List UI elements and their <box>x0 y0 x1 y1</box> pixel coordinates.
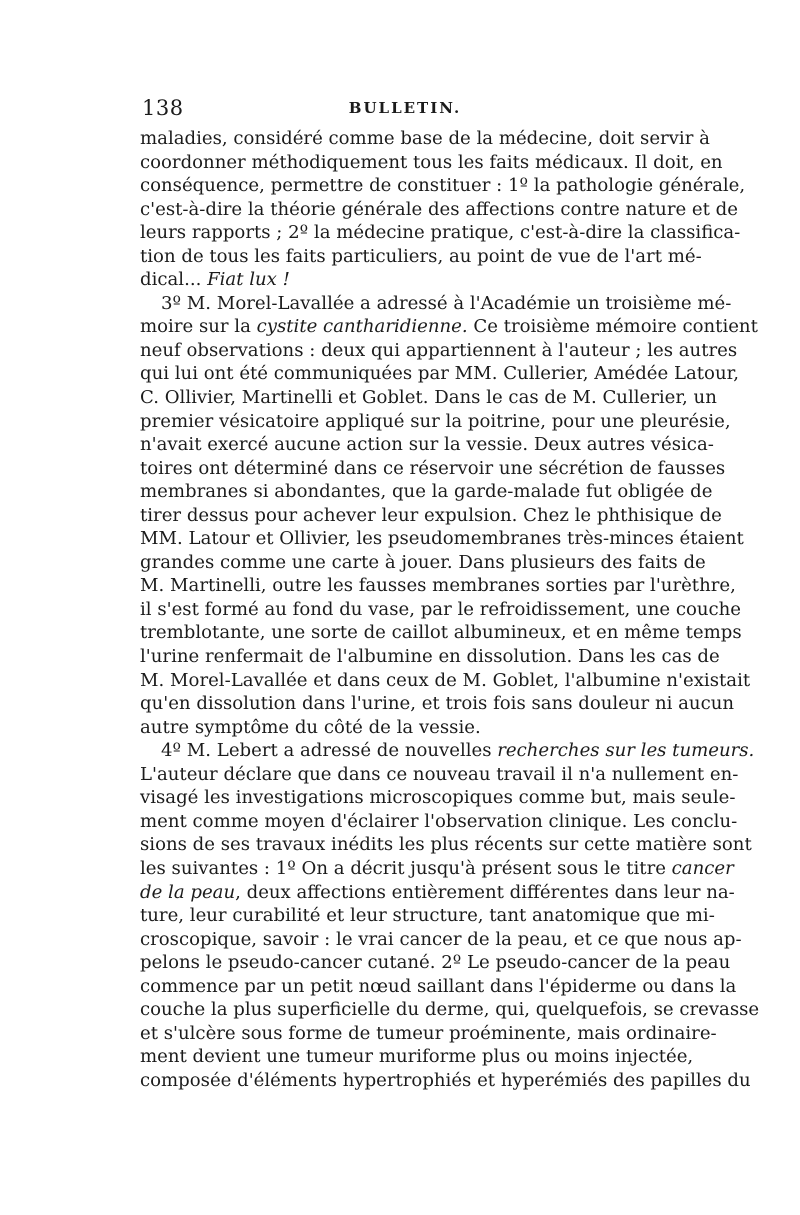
text-line: ture, leur curabilité et leur structure, tant anatomique que mi- <box>140 905 715 927</box>
text-line <box>140 857 734 881</box>
page-header <box>142 96 668 124</box>
text-line: autre symptôme du côté de la vessie. <box>140 716 481 738</box>
italic-phrase: de la peau <box>140 881 236 903</box>
text-line: M. Martinelli, outre les fausses membranes sorties par l'urèthre, <box>140 575 736 597</box>
text-line: l'urine renfermait de l'albumine en dissolution. Dans les cas de <box>140 646 720 668</box>
text-line: conséquence, permettre de constituer : 1º la pathologie générale, <box>140 175 746 197</box>
text-line: tirer dessus pour achever leur expulsion. Chez le phthisique de <box>140 504 722 526</box>
text-line: membranes si abondantes, que la garde-malade fut obligée de <box>140 481 713 503</box>
text-line: il s'est formé au fond du vase, par le refroidissement, une couche <box>140 598 741 620</box>
text-line: et s'ulcère sous forme de tumeur proéminente, mais ordinaire- <box>140 1022 717 1044</box>
text-line <box>140 881 735 905</box>
text-fragment: moire sur la <box>140 316 257 338</box>
text-line: leurs rapports ; 2º la médecine pratique, c'est-à-dire la classifica- <box>140 222 741 244</box>
page-body <box>140 127 760 1092</box>
text-line: ment devient une tumeur muriforme plus ou moins injectée, <box>140 1046 694 1068</box>
paragraph-3 <box>140 739 760 1092</box>
text-line: M. Morel-Lavallée et dans ceux de M. Goblet, l'albumine n'existait <box>140 669 751 691</box>
text-line: grandes comme une carte à jouer. Dans plusieurs des faits de <box>140 551 706 573</box>
text-line: premier vésicatoire appliqué sur la poitrine, pour une pleurésie, <box>140 410 731 432</box>
text-line <box>140 268 668 292</box>
text-line: qui lui ont été communiquées par MM. Cullerier, Amédée Latour, <box>140 363 740 385</box>
text-line: commence par un petit nœud saillant dans l'épiderme ou dans la <box>140 975 737 997</box>
text-line: c'est-à-dire la théorie générale des affections contre nature et de <box>140 198 738 220</box>
text-fragment: dical... <box>140 269 208 291</box>
text-line: MM. Latour et Ollivier, les pseudomembranes très-minces étaient <box>140 528 744 550</box>
italic-phrase: cancer <box>671 857 734 879</box>
text-fragment: , deux affections entièrement différentes dans leur na- <box>235 881 735 903</box>
text-line: maladies, considéré comme base de la médecine, doit servir à <box>140 128 710 149</box>
text-line: toires ont déterminé dans ce réservoir une sécrétion de fausses <box>140 457 726 479</box>
text-line: tion de tous les faits particuliers, au point de vue de l'art mé- <box>140 245 702 267</box>
text-line: qu'en dissolution dans l'urine, et trois fois sans douleur ni aucun <box>140 693 735 715</box>
text-fragment: Ce troisième mémoire contient <box>467 316 758 338</box>
italic-phrase: Fiat lux ! <box>207 269 290 291</box>
text-line: L'auteur déclare que dans ce nouveau travail il n'a nullement en- <box>140 763 739 785</box>
text-line: visagé les investigations microscopiques comme but, mais seule- <box>140 787 736 809</box>
text-line: neuf observations : deux qui appartiennent à l'auteur ; les autres <box>140 339 738 361</box>
italic-phrase: cystite cantharidienne. <box>256 316 468 338</box>
text-line: pelons le pseudo-cancer cutané. 2º Le pseudo-cancer de la peau <box>140 952 731 974</box>
text-line: coordonner méthodiquement tous les faits médicaux. Il doit, en <box>140 151 723 173</box>
text-fragment: 4º M. Lebert a adressé de nouvelles <box>161 740 498 762</box>
italic-phrase: recherches sur les tumeurs. <box>497 740 755 762</box>
text-line: 3º M. Morel-Lavallée a adressé à l'Académie un troisième mé- <box>161 292 732 314</box>
text-line: tremblotante, une sorte de caillot albumineux, et en même temps <box>140 622 742 644</box>
text-line: croscopique, savoir : le vrai cancer de la peau, et ce que nous ap- <box>140 928 742 950</box>
text-line <box>140 739 755 763</box>
text-fragment: les suivantes : 1º On a décrit jusqu'à présent sous le titre <box>140 857 672 879</box>
text-line: ment comme moyen d'éclairer l'observation clinique. Les conclu- <box>140 810 738 832</box>
paragraph-1 <box>140 127 746 292</box>
text-line <box>140 315 758 339</box>
paragraph-2 <box>140 292 758 739</box>
text-line: couche la plus superficielle du derme, qui, quelquefois, se crevasse <box>140 999 760 1021</box>
text-line: n'avait exercé aucune action sur la vessie. Deux autres vésica- <box>140 434 714 456</box>
text-line: composée d'éléments hypertrophiés et hyperémiés des papilles du <box>140 1069 751 1091</box>
running-head: BULLETIN. <box>348 99 462 117</box>
text-line: C. Ollivier, Martinelli et Goblet. Dans le cas de M. Cullerier, un <box>140 387 717 409</box>
page-number: 138 <box>142 96 184 120</box>
text-line: sions de ses travaux inédits les plus récents sur cette matière sont <box>140 834 752 856</box>
